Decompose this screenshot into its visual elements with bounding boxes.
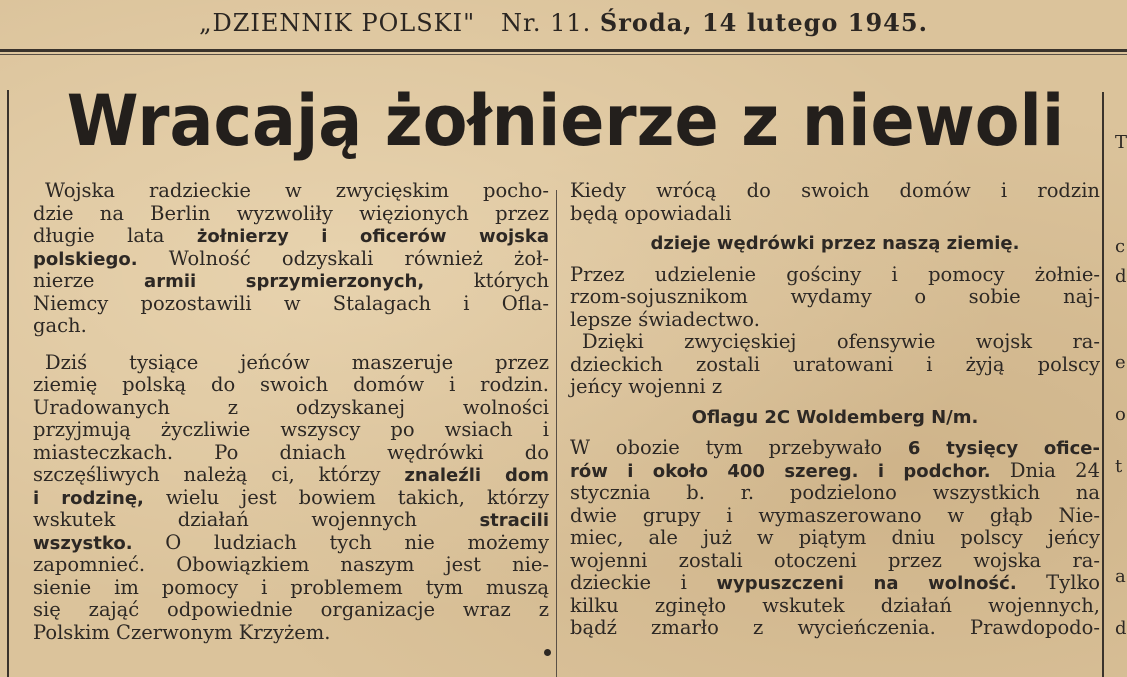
text-run: Kiedy wrócą do swoich domów i rodzin [570, 180, 1100, 202]
paragraph-gap [570, 256, 1100, 264]
text-line [33, 442, 549, 465]
right-border-rule [1102, 92, 1104, 677]
text-run: lepsze świadectwo. [570, 307, 760, 331]
text-run: bądź zmarło z wycieńczenia. Prawdopodo- [570, 617, 1100, 639]
text-line [33, 374, 549, 397]
text-line [570, 595, 1100, 618]
bold-text-run: żołnierzy i oficerów wojska [196, 226, 549, 247]
edge-letter-fragment: o [1115, 404, 1126, 425]
text-line [33, 203, 549, 226]
text-line [33, 352, 549, 375]
text-line [33, 293, 549, 316]
text-run: Dnia 24 [990, 459, 1100, 482]
bold-text-run: polskiego. [33, 248, 138, 270]
text-line [570, 550, 1100, 573]
paragraph-gap [570, 225, 1100, 233]
text-run: długie lata [33, 225, 197, 247]
text-run: szczęśliwych należą ci, którzy [33, 464, 405, 486]
text-run: dzie na Berlin wyzwoliły więzionych przez [33, 202, 549, 225]
text-run: miec, ale już w piątym dniu polscy jeńcy [570, 527, 1100, 549]
text-line [33, 532, 549, 555]
masthead-rule [0, 49, 1127, 52]
subheading-line [570, 407, 1100, 430]
text-run: Dzięki zwycięskiej ofensywie wojsk ra- [582, 331, 1100, 353]
text-run: Dziś tysiące jeńców maszeruje przez [45, 351, 549, 374]
edge-letter-fragment: e [1115, 352, 1126, 373]
text-run: wielu jest bowiem takich, którzy [143, 486, 549, 509]
text-line [33, 577, 549, 600]
text-run: których [424, 270, 549, 292]
article-column-left [33, 180, 549, 644]
text-run: ziemię polską do swoich domów i rodzin. [33, 374, 549, 396]
text-run: się zająć odpowiednie organizacje wraz z [33, 599, 549, 621]
bold-text-run: wszystko. [33, 532, 133, 554]
masthead [0, 8, 1127, 44]
edge-letter-fragment: a [1115, 566, 1126, 587]
text-line [570, 286, 1100, 309]
text-run: dzieckie i [570, 572, 717, 594]
text-line [33, 622, 549, 645]
text-line [570, 617, 1100, 640]
edge-letter-fragment: T [1115, 132, 1127, 153]
text-run: Polskim Czerwonym Krzyżem. [33, 620, 331, 644]
bold-text-run: armii sprzymierzonych, [144, 271, 425, 292]
text-run: Niemcy pozostawili w Stalagach i Ofla- [33, 292, 549, 315]
text-run: wskutek działań wojennych [33, 509, 480, 531]
bold-text-run: znaleźli dom [404, 465, 549, 486]
text-run: zapomnieć. Obowiązkiem naszym jest nie- [33, 554, 549, 576]
left-border-rule [7, 90, 9, 677]
text-line [570, 482, 1100, 505]
text-run: O ludziach tych nie możemy [132, 531, 549, 554]
text-line [570, 527, 1100, 550]
text-run: Tylko [1016, 572, 1100, 594]
text-line [33, 180, 549, 203]
article-headline: Wracają żołnierze z niewoli [66, 80, 1065, 162]
article-column-right [570, 180, 1100, 640]
text-run: przyjmują życzliwie wszyscy po wsiach i [33, 419, 549, 441]
text-line [570, 354, 1100, 377]
end-mark [544, 649, 551, 656]
edge-letter-fragment: d [1115, 266, 1127, 287]
text-run: Uradowanych z odzyskanej wolności [33, 396, 549, 419]
text-line [570, 572, 1100, 595]
text-line [33, 487, 549, 510]
text-run: jeńcy wojenni z [570, 375, 723, 398]
text-run: rzom-sojusznikom wydamy o sobie naj- [570, 286, 1100, 308]
edge-letter-fragment: d [1115, 618, 1127, 639]
text-run: Wolność odzyskali również żoł- [137, 247, 549, 270]
paragraph-gap [33, 338, 549, 352]
text-line [570, 505, 1100, 528]
text-line [570, 376, 1100, 399]
text-line [570, 460, 1100, 483]
text-line [570, 180, 1100, 203]
text-run: wojenni zostali otoczeni przez wojska ra- [570, 549, 1100, 572]
text-line [570, 203, 1100, 226]
text-run: Oflagu 2C Woldemberg N/m. [691, 406, 979, 428]
text-line [33, 599, 549, 622]
text-line [570, 309, 1100, 332]
paper-name: „DZIENNIK POLSKI" [199, 9, 476, 37]
masthead-rule-thin [0, 54, 1127, 55]
issue-number: Nr. 11. [501, 9, 592, 37]
text-run: stycznia b. r. podzielono wszystkich na [570, 482, 1100, 504]
text-run: Przez udzielenie gościny i pomocy żołnie- [570, 263, 1100, 286]
text-line [33, 315, 549, 338]
text-line [33, 464, 549, 487]
paragraph-gap [570, 429, 1100, 437]
text-run: W obozie tym przebywało [570, 437, 908, 459]
text-line [33, 509, 549, 532]
text-line [33, 419, 549, 442]
text-run: dwie grupy i wymaszerowano w głąb Nie- [570, 504, 1100, 527]
bold-text-run: wypuszczeni na wolność. [716, 573, 1017, 594]
text-line [33, 248, 549, 271]
text-line [570, 331, 1100, 354]
text-line [570, 437, 1100, 460]
edge-letter-fragment: t [1115, 456, 1123, 477]
subheading-line [570, 233, 1100, 256]
text-line [33, 225, 549, 248]
text-line [33, 270, 549, 293]
text-run: dzieje wędrówki przez naszą ziemię. [650, 233, 1020, 254]
edge-letter-fragment: c [1115, 236, 1126, 257]
text-run: kilku zginęło wskutek działań wojennych, [570, 594, 1100, 617]
bold-text-run: stracili [479, 510, 549, 531]
column-divider [556, 190, 557, 677]
text-run: miasteczkach. Po dniach wędrówki do [33, 441, 549, 464]
text-run: będą opowiadali [570, 201, 732, 225]
text-run: dzieckich zostali uratowani i żyją polscy [570, 353, 1100, 376]
text-run: nierze [33, 270, 145, 292]
text-line [33, 554, 549, 577]
text-run: Wojska radzieckie w zwycięskim pocho- [45, 180, 549, 202]
text-run: sienie im pomocy i problemem tym muszą [33, 576, 549, 599]
text-line [33, 397, 549, 420]
text-line [570, 264, 1100, 287]
bold-text-run: 6 tysięcy ofice- [907, 438, 1100, 459]
text-run: gach. [33, 314, 87, 337]
bold-text-run: rów i około 400 szereg. i podchor. [570, 460, 991, 482]
issue-date: Środa, 14 lutego 1945. [599, 8, 928, 37]
bold-text-run: i rodzinę, [33, 487, 144, 509]
paragraph-gap [570, 399, 1100, 407]
